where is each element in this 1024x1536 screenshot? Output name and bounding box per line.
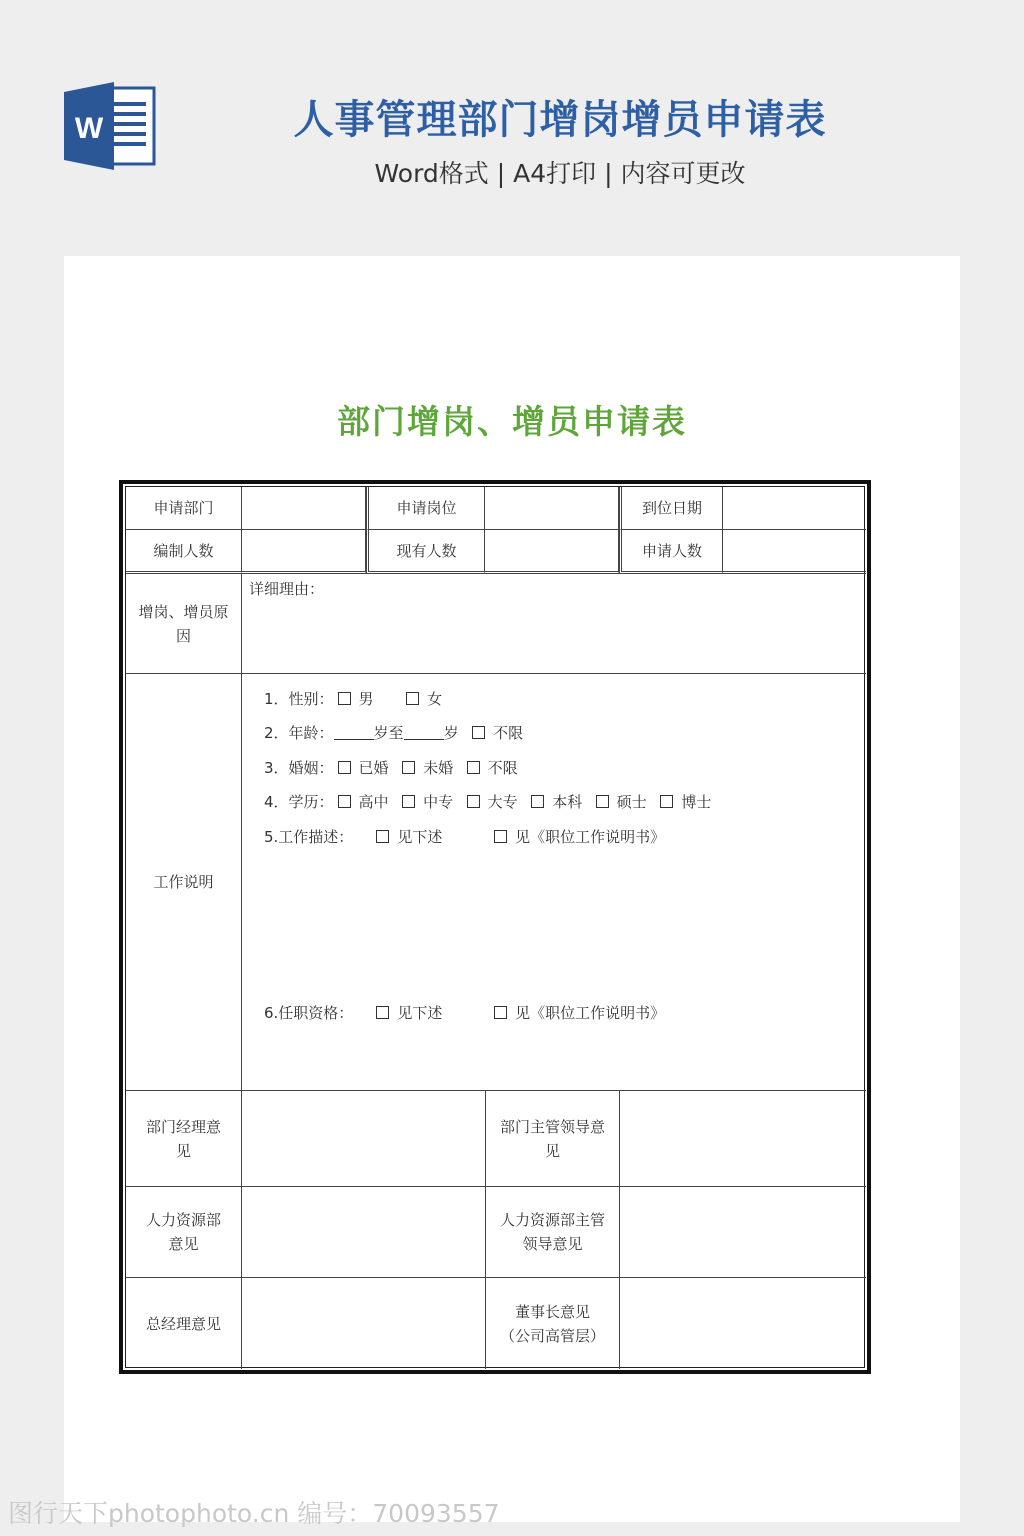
checkbox-edu-doctor[interactable] [660, 795, 673, 808]
banner-subtitle: Word格式 | A4打印 | 内容可更改 [374, 159, 746, 188]
age-max-field[interactable] [404, 726, 444, 740]
field-gm-opinion[interactable] [242, 1278, 486, 1369]
edu-option: 大专 [487, 793, 518, 811]
marriage-line [264, 757, 518, 778]
checkbox-edu-secondary[interactable] [402, 795, 415, 808]
label-chairman-opinion [486, 1278, 620, 1369]
field-chairman-opinion[interactable] [620, 1278, 866, 1369]
qualification-line [264, 1002, 665, 1023]
word-logo-letter: W [74, 112, 104, 145]
label-hr-leader-opinion: 人力资源部主管领导意见 [486, 1187, 620, 1278]
gender-male: 男 [358, 690, 374, 708]
edu-option: 本科 [552, 793, 583, 811]
edu-option: 硕士 [616, 793, 647, 811]
label-apply-dept: 申请部门 [126, 487, 242, 530]
label-gm-opinion: 总经理意见 [126, 1278, 242, 1369]
label-dept-manager-opinion: 部门经理意见 [126, 1091, 242, 1187]
desc-below: 见下述 [397, 828, 443, 846]
field-apply-dept[interactable] [242, 487, 366, 530]
checkbox-female[interactable] [406, 692, 419, 705]
chairman-note: （公司高管层） [499, 1326, 605, 1345]
qualification-prefix: 6.任职资格： [264, 1004, 354, 1022]
age-min-field[interactable] [334, 726, 374, 740]
field-hr-opinion[interactable] [242, 1187, 486, 1278]
word-logo-icon [64, 82, 156, 170]
gender-line [264, 688, 442, 709]
label-current-count: 现有人数 [366, 530, 485, 574]
checkbox-marriage-unlimited[interactable] [467, 761, 480, 774]
desc-manual: 见《职位工作说明书》 [515, 828, 666, 846]
age-line [264, 722, 523, 743]
label-reason: 增岗、增员原因 [126, 574, 242, 674]
checkbox-age-unlimited[interactable] [472, 726, 485, 739]
age-prefix: 2．年龄： [264, 724, 334, 742]
marriage-unmarried: 未婚 [423, 759, 454, 777]
watermark: 图行天下photophoto.cn 编号：70093557 [8, 1499, 500, 1528]
education-prefix: 4．学历： [264, 793, 334, 811]
field-reason[interactable] [242, 574, 866, 674]
field-arrival-date[interactable] [723, 487, 866, 530]
marriage-married: 已婚 [358, 759, 389, 777]
edu-option: 中专 [423, 793, 454, 811]
checkbox-edu-bachelor[interactable] [531, 795, 544, 808]
label-job-description: 工作说明 [126, 674, 242, 1091]
field-dept-leader-opinion[interactable] [620, 1091, 866, 1187]
gender-prefix: 1．性别： [264, 690, 334, 708]
work-desc-prefix: 5.工作描述： [264, 828, 354, 846]
work-desc-line [264, 826, 665, 847]
checkbox-desc-below[interactable] [376, 830, 389, 843]
checkbox-desc-manual[interactable] [494, 830, 507, 843]
checkbox-male[interactable] [338, 692, 351, 705]
banner-title: 人事管理部门增岗增员申请表 [293, 97, 827, 143]
label-apply-count: 申请人数 [619, 530, 723, 574]
label-arrival-date: 到位日期 [619, 487, 723, 530]
label-hr-opinion: 人力资源部意见 [126, 1187, 242, 1278]
reason-detail-label: 详细理由： [249, 580, 325, 598]
field-quota[interactable] [242, 530, 366, 574]
education-line [264, 791, 711, 812]
field-apply-position[interactable] [485, 487, 619, 530]
checkbox-unmarried[interactable] [402, 761, 415, 774]
document-page [64, 256, 960, 1522]
chairman-label: 董事长意见 [514, 1302, 590, 1321]
checkbox-qual-manual[interactable] [494, 1006, 507, 1019]
checkbox-married[interactable] [338, 761, 351, 774]
checkbox-edu-college[interactable] [467, 795, 480, 808]
gender-female: 女 [427, 690, 443, 708]
edu-option: 博士 [681, 793, 712, 811]
qual-below: 见下述 [397, 1004, 443, 1022]
age-mid: 岁至 [373, 724, 404, 742]
checkbox-qual-below[interactable] [376, 1006, 389, 1019]
age-unlimited: 不限 [493, 724, 524, 742]
form-table [125, 486, 865, 1368]
label-quota: 编制人数 [126, 530, 242, 574]
checkbox-edu-master[interactable] [596, 795, 609, 808]
marriage-prefix: 3．婚姻： [264, 759, 334, 777]
document-title: 部门增岗、增员申请表 [337, 402, 687, 441]
checkbox-edu-highschool[interactable] [338, 795, 351, 808]
application-form [119, 480, 871, 1374]
age-end: 岁 [443, 724, 459, 742]
label-dept-leader-opinion: 部门主管领导意见 [486, 1091, 620, 1187]
marriage-unlimited: 不限 [487, 759, 518, 777]
qual-manual: 见《职位工作说明书》 [515, 1004, 666, 1022]
field-current-count[interactable] [485, 530, 619, 574]
field-apply-count[interactable] [723, 530, 866, 574]
label-apply-position: 申请岗位 [366, 487, 485, 530]
edu-option: 高中 [358, 793, 389, 811]
field-hr-leader-opinion[interactable] [620, 1187, 866, 1278]
field-dept-manager-opinion[interactable] [242, 1091, 486, 1187]
